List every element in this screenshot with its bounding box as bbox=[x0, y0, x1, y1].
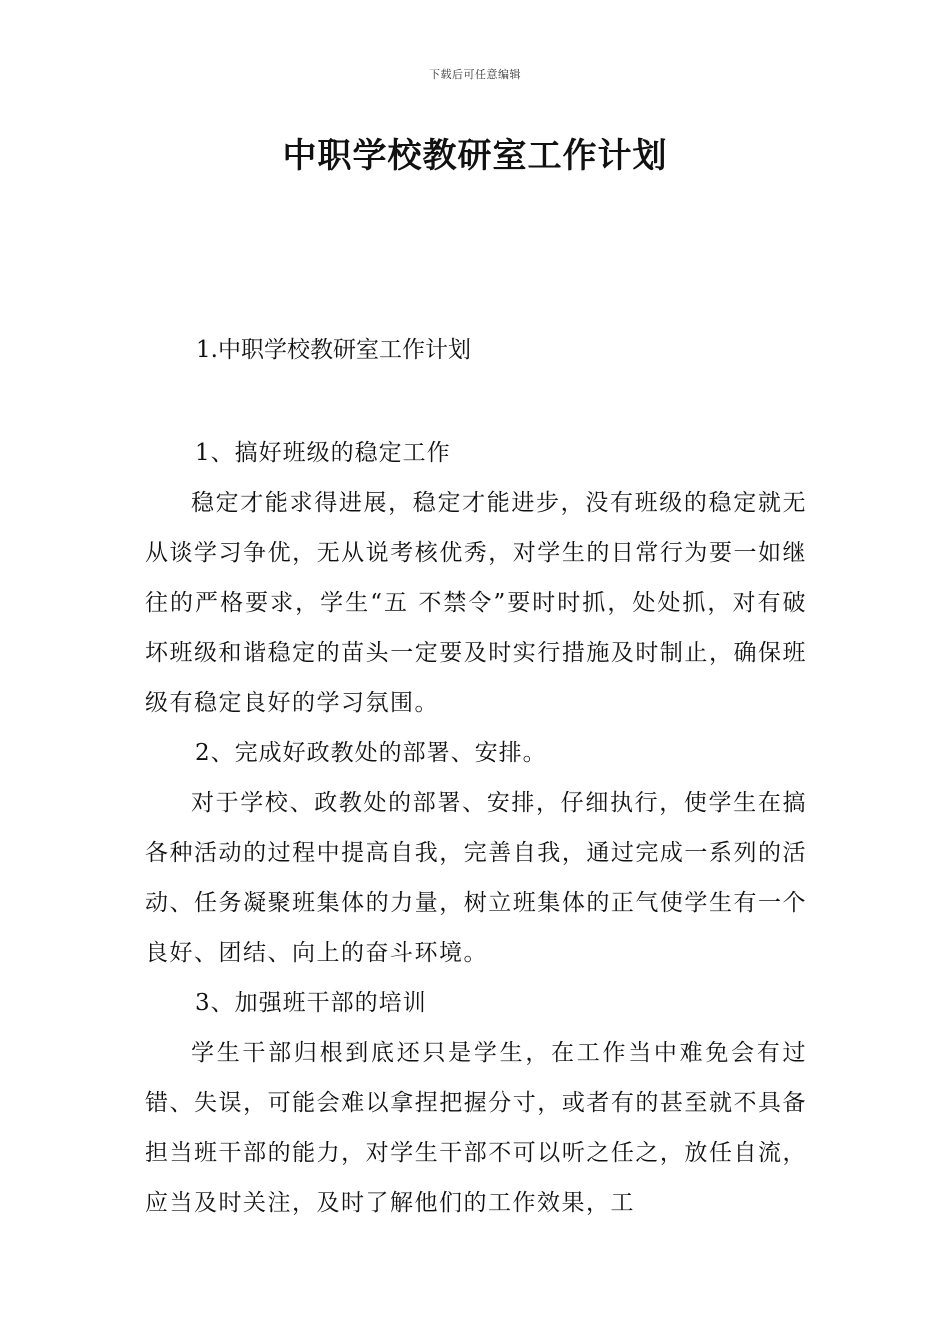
section-subtitle: 1.中职学校教研室工作计划 bbox=[196, 337, 471, 363]
section-paragraph-2: 对于学校、政教处的部署、安排，仔细执行，使学生在搞各种活动的过程中提高自我，完善自我，通过完成一系列的活动、任务凝聚班集体的力量，树立班集体的正气使学生有一个良好、团结、向上的奋斗环境。 bbox=[145, 790, 807, 966]
section-paragraph-1: 稳定才能求得进展，稳定才能进步，没有班级的稳定就无从谈学习争优，无从说考核优秀，对学生的日常行为要一如继往的严格要求，学生“五 不禁令”要时时抓，处处抓，对有破坏班级和谐稳定的苗头一定要及时实行措施及时制止，确保班级有稳定良好的学习氛围。 bbox=[145, 490, 807, 716]
section-heading-2: 2、完成好政教处的部署、安排。 bbox=[195, 740, 547, 766]
section-paragraph-3: 学生干部归根到底还只是学生，在工作当中难免会有过错、失误，可能会难以拿捏把握分寸，或者有的甚至就不具备担当班干部的能力，对学生干部不可以听之任之，放任自流，应当及时关注，及时了解他们的工作效果，工 bbox=[145, 1040, 807, 1216]
section-heading-1: 1、搞好班级的稳定工作 bbox=[195, 440, 451, 466]
section-heading-3: 3、加强班干部的培训 bbox=[195, 990, 427, 1016]
document-title: 中职学校教研室工作计划 bbox=[282, 136, 668, 176]
header-note: 下载后可任意编辑 bbox=[429, 68, 521, 81]
document-body bbox=[145, 428, 807, 1228]
